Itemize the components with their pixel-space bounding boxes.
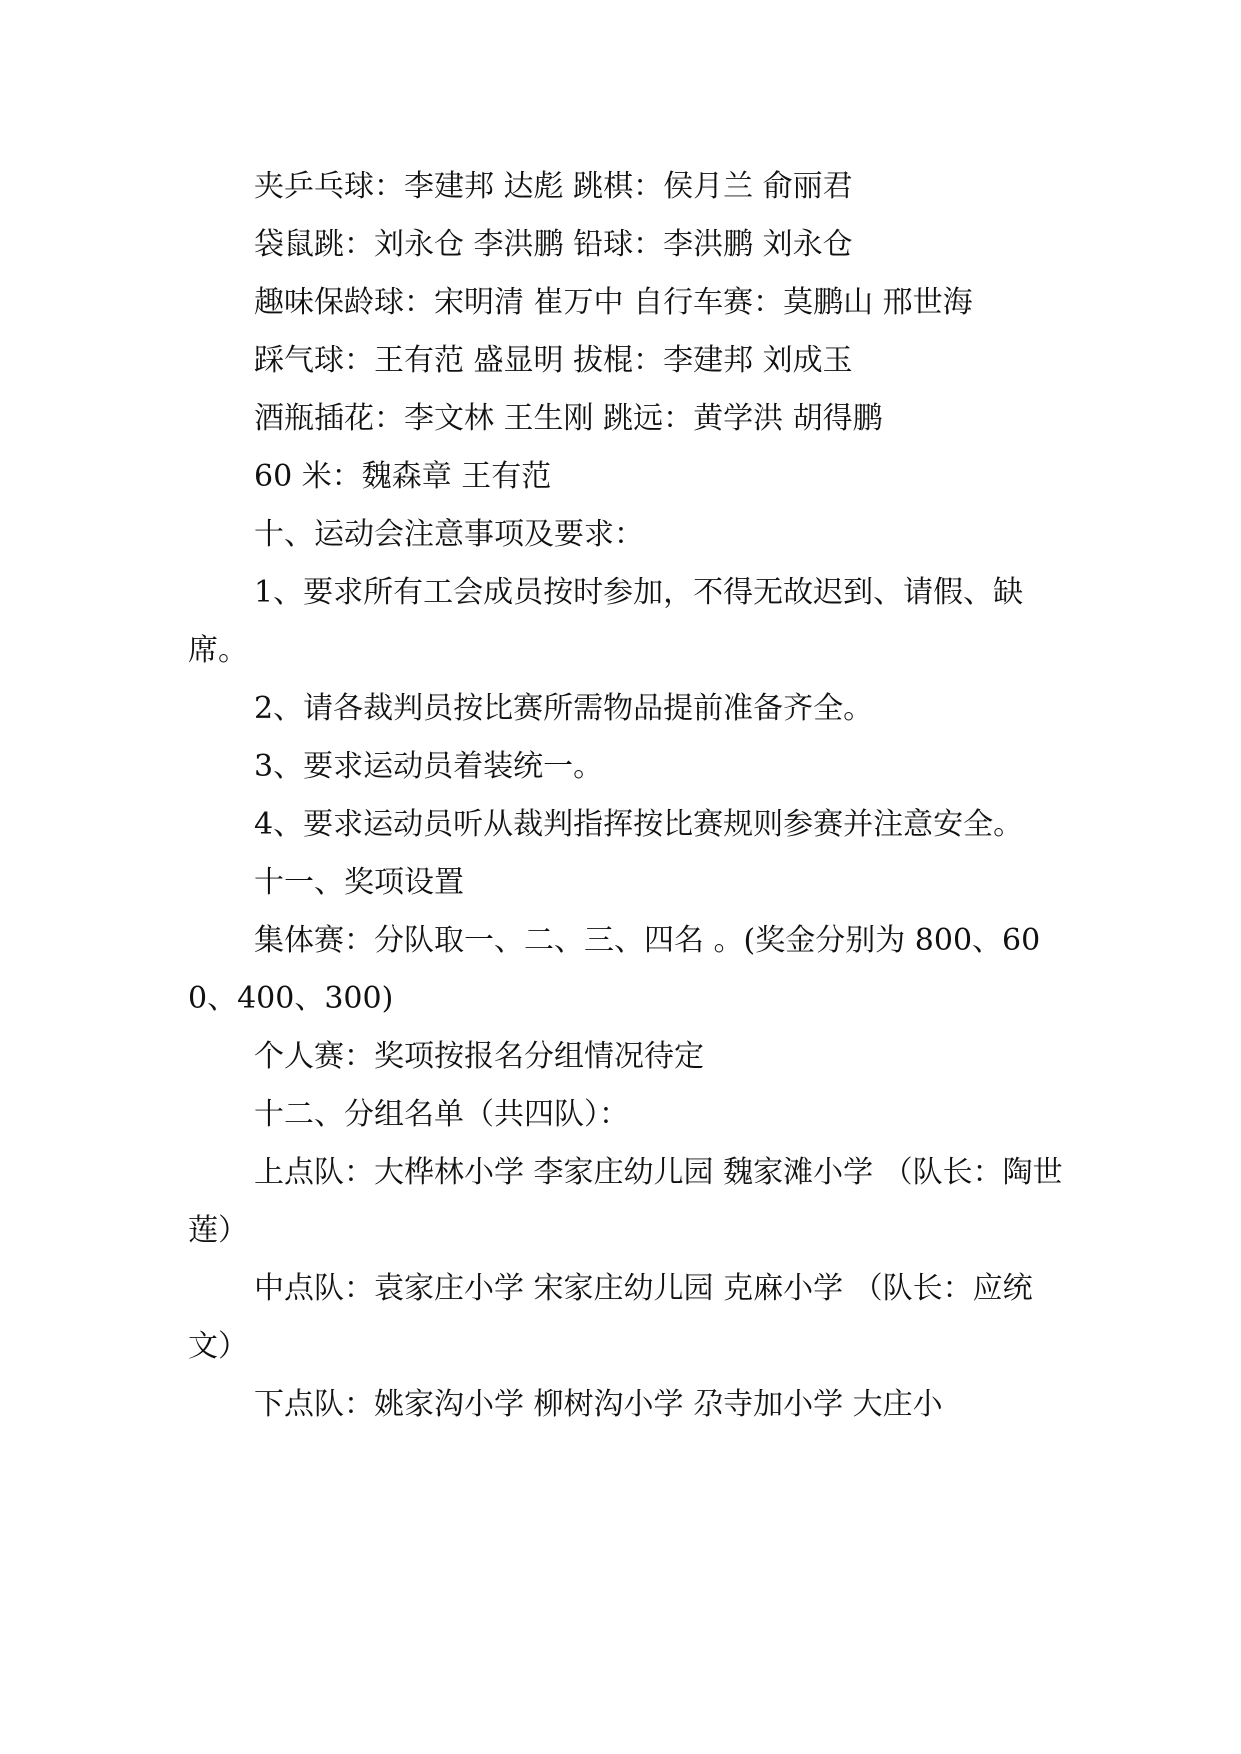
team-upper: 上点队：大桦林小学 李家庄幼儿园 魏家滩小学 （队长：陶世莲） [188,1155,1063,1248]
individual-award-paragraph: 个人赛：奖项按报名分组情况待定 [254,1039,704,1074]
document-body [188,158,1068,1434]
requirement-3: 3、要求运动员着装统一。 [254,749,604,784]
paragraph-2: 袋鼠跳：刘永仓 李洪鹏 铅球：李洪鹏 刘永仓 [254,227,853,262]
requirement-2: 2、请各裁判员按比赛所需物品提前准备齐全。 [254,691,874,726]
requirement-1: 1、要求所有工会成员按时参加，不得无故迟到、请假、缺席。 [188,575,1024,668]
paragraph-3: 趣味保龄球：宋明清 崔万中 自行车赛：莫鹏山 邢世海 [254,285,973,320]
section-heading-11: 十一、奖项设置 [254,865,464,900]
section-heading-12: 十二、分组名单（共四队）： [254,1097,629,1132]
section-heading-10: 十、运动会注意事项及要求： [254,517,644,552]
paragraph-5: 酒瓶插花：李文林 王生刚 跳远：黄学洪 胡得鹏 [254,401,883,436]
requirement-4: 4、要求运动员听从裁判指挥按比赛规则参赛并注意安全。 [254,807,1024,842]
team-award-paragraph: 集体赛：分队取一、二、三、四名 。(奖金分别为 800、600、400、300) [188,923,1041,1016]
team-middle: 中点队：袁家庄小学 宋家庄幼儿园 克麻小学 （队长：应统文） [188,1271,1033,1364]
team-lower: 下点队：姚家沟小学 柳树沟小学 尕寺加小学 大庄小 [254,1387,943,1422]
paragraph-1: 夹乒乓球：李建邦 达彪 跳棋：侯月兰 俞丽君 [254,169,853,204]
paragraph-6: 60 米：魏森章 王有范 [254,459,552,494]
paragraph-4: 踩气球：王有范 盛显明 拔棍：李建邦 刘成玉 [254,343,853,378]
